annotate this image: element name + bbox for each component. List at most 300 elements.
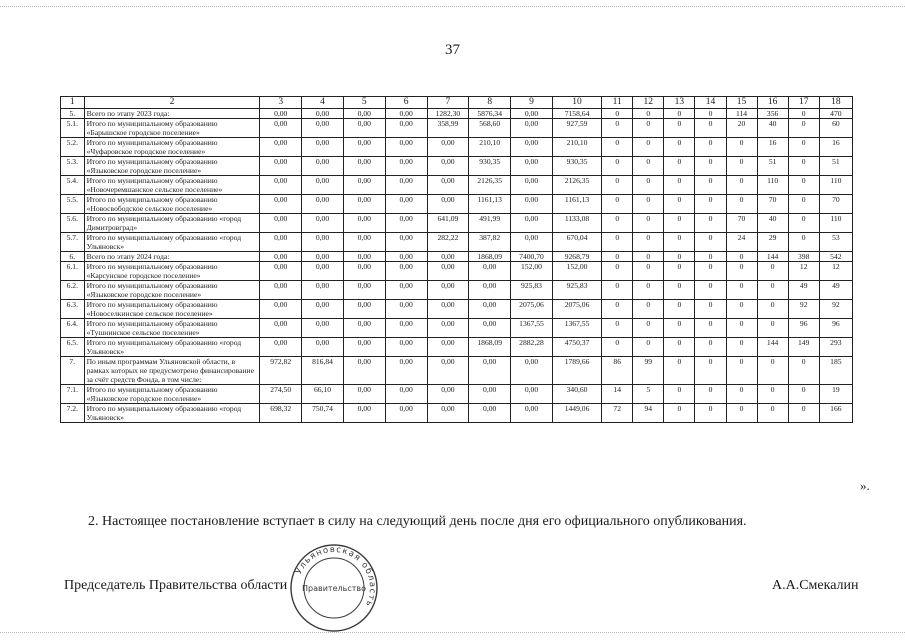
value-cell: 49 [819, 281, 852, 300]
value-cell: 1282,30 [427, 109, 469, 119]
value-cell: 0,00 [343, 157, 385, 176]
row-index-cell: 7.2. [61, 404, 85, 423]
value-cell: 750,74 [302, 404, 344, 423]
row-label-cell: Итого по муниципальному образованию «Языковское городское поселение» [84, 281, 260, 300]
value-cell: 0,00 [385, 157, 427, 176]
row-index-cell: 6.2. [61, 281, 85, 300]
value-cell: 491,99 [469, 214, 511, 233]
value-cell: 0 [788, 233, 819, 252]
value-cell: 0,00 [385, 281, 427, 300]
column-number-cell: 13 [664, 97, 695, 109]
value-cell: 1449,06 [552, 404, 601, 423]
value-cell: 40 [757, 119, 788, 138]
value-cell: 24 [726, 233, 757, 252]
value-cell: 7158,64 [552, 109, 601, 119]
value-cell: 14 [602, 385, 633, 404]
value-cell: 0,00 [511, 109, 553, 119]
page-number: 37 [445, 42, 460, 58]
value-cell: 0 [602, 233, 633, 252]
value-cell: 0,00 [385, 262, 427, 281]
value-cell: 930,35 [552, 157, 601, 176]
value-cell: 0 [633, 281, 664, 300]
paragraph-effective-date: 2. Настоящее постановление вступает в силу на следующий день после дня его официального опубликования. [88, 514, 747, 529]
value-cell: 210,10 [469, 138, 511, 157]
value-cell: 0 [695, 138, 726, 157]
value-cell: 0,00 [511, 119, 553, 138]
value-cell: 1161,13 [469, 195, 511, 214]
value-cell: 0,00 [343, 214, 385, 233]
value-cell: 972,82 [260, 357, 302, 385]
value-cell: 1367,55 [511, 319, 553, 338]
value-cell: 19 [819, 385, 852, 404]
value-cell: 0,00 [343, 109, 385, 119]
value-cell: 0,00 [343, 176, 385, 195]
value-cell: 0,00 [511, 385, 553, 404]
value-cell: 0,00 [385, 233, 427, 252]
value-cell: 16 [819, 138, 852, 157]
row-index-cell: 5.7. [61, 233, 85, 252]
value-cell: 0,00 [302, 262, 344, 281]
value-cell: 0,00 [260, 157, 302, 176]
value-cell: 185 [819, 357, 852, 385]
value-cell: 0 [726, 176, 757, 195]
value-cell: 0 [602, 157, 633, 176]
value-cell: 0 [788, 214, 819, 233]
row-label-cell: Итого по муниципальному образованию «Чуфаровское городское поселение» [84, 138, 260, 157]
value-cell: 0 [633, 157, 664, 176]
row-label-cell: Итого по муниципальному образованию «Барышское городское поселение» [84, 119, 260, 138]
table-row [61, 300, 853, 319]
value-cell: 0,00 [427, 138, 469, 157]
value-cell: 0 [788, 357, 819, 385]
value-cell: 149 [788, 338, 819, 357]
value-cell: 0,00 [385, 338, 427, 357]
value-cell: 70 [757, 195, 788, 214]
top-dotted-line [0, 6, 905, 8]
value-cell: 92 [788, 300, 819, 319]
value-cell: 0,00 [427, 157, 469, 176]
column-number-cell: 15 [726, 97, 757, 109]
value-cell: 152,00 [552, 262, 601, 281]
row-label-cell: Итого по муниципальному образованию «Новосвободское сельское поселение» [84, 195, 260, 214]
row-index-cell: 5.4. [61, 176, 85, 195]
table-row [61, 338, 853, 357]
row-index-cell: 5. [61, 109, 85, 119]
value-cell: 0 [788, 385, 819, 404]
value-cell: 470 [819, 109, 852, 119]
table-row [61, 176, 853, 195]
value-cell: 0,00 [511, 195, 553, 214]
value-cell: 0 [726, 404, 757, 423]
value-cell: 66,10 [302, 385, 344, 404]
value-cell: 0 [633, 262, 664, 281]
value-cell: 0 [664, 404, 695, 423]
row-index-cell: 6.4. [61, 319, 85, 338]
value-cell: 0,00 [260, 319, 302, 338]
value-cell: 0 [633, 138, 664, 157]
column-number-cell: 14 [695, 97, 726, 109]
table-row [61, 357, 853, 385]
value-cell: 0 [695, 319, 726, 338]
row-index-cell: 7.1. [61, 385, 85, 404]
seal-ring-text: Ульяновская область [294, 544, 378, 609]
value-cell: 70 [819, 195, 852, 214]
value-cell: 0,00 [427, 176, 469, 195]
value-cell: 12 [819, 262, 852, 281]
column-number-cell: 1 [61, 97, 85, 109]
value-cell: 0 [664, 233, 695, 252]
value-cell: 0 [726, 281, 757, 300]
table-row [61, 214, 853, 233]
value-cell: 2126,35 [469, 176, 511, 195]
value-cell: 0 [602, 262, 633, 281]
value-cell: 0,00 [427, 262, 469, 281]
value-cell: 0 [602, 138, 633, 157]
value-cell: 0,00 [343, 357, 385, 385]
value-cell: 110 [819, 176, 852, 195]
value-cell: 0,00 [469, 357, 511, 385]
value-cell: 0 [664, 109, 695, 119]
value-cell: 0 [633, 319, 664, 338]
value-cell: 568,60 [469, 119, 511, 138]
table-row [61, 157, 853, 176]
value-cell: 0,00 [260, 195, 302, 214]
value-cell: 0 [726, 357, 757, 385]
value-cell: 0,00 [427, 195, 469, 214]
value-cell: 0 [726, 319, 757, 338]
value-cell: 0,00 [385, 119, 427, 138]
value-cell: 0,00 [469, 300, 511, 319]
value-cell: 144 [757, 338, 788, 357]
value-cell: 210,10 [552, 138, 601, 157]
value-cell: 0 [695, 300, 726, 319]
value-cell: 0 [664, 252, 695, 262]
value-cell: 0,00 [511, 176, 553, 195]
value-cell: 0,00 [385, 109, 427, 119]
row-label-cell: Всего по этапу 2023 года: [84, 109, 260, 119]
row-index-cell: 5.5. [61, 195, 85, 214]
row-label-cell: Итого по муниципальному образованию «город Димитровград» [84, 214, 260, 233]
value-cell: 0 [664, 281, 695, 300]
value-cell: 0 [602, 176, 633, 195]
table-row [61, 262, 853, 281]
value-cell: 0,00 [427, 385, 469, 404]
value-cell: 16 [757, 138, 788, 157]
value-cell: 0,00 [302, 176, 344, 195]
value-cell: 0,00 [260, 262, 302, 281]
row-label-cell: Итого по муниципальному образованию «город Ульяновск» [84, 338, 260, 357]
seal-center-text: Правительство [302, 584, 366, 593]
value-cell: 0 [695, 252, 726, 262]
value-cell: 0 [695, 119, 726, 138]
value-cell: 0,00 [511, 404, 553, 423]
value-cell: 0,00 [302, 157, 344, 176]
value-cell: 0,00 [260, 138, 302, 157]
value-cell: 698,32 [260, 404, 302, 423]
value-cell: 9268,79 [552, 252, 601, 262]
value-cell: 0 [726, 195, 757, 214]
value-cell: 0 [695, 176, 726, 195]
value-cell: 0,00 [302, 300, 344, 319]
value-cell: 0 [602, 319, 633, 338]
value-cell: 0 [788, 119, 819, 138]
value-cell: 0 [788, 157, 819, 176]
value-cell: 7400,70 [511, 252, 553, 262]
value-cell: 293 [819, 338, 852, 357]
value-cell: 0 [633, 214, 664, 233]
value-cell: 0,00 [343, 262, 385, 281]
value-cell: 0 [602, 195, 633, 214]
column-number-cell: 10 [552, 97, 601, 109]
value-cell: 1868,09 [469, 252, 511, 262]
value-cell: 0,00 [343, 233, 385, 252]
value-cell: 282,22 [427, 233, 469, 252]
value-cell: 0 [664, 357, 695, 385]
value-cell: 0,00 [343, 338, 385, 357]
value-cell: 0 [695, 357, 726, 385]
value-cell: 0,00 [385, 195, 427, 214]
value-cell: 0 [695, 214, 726, 233]
value-cell: 0,00 [511, 157, 553, 176]
value-cell: 0 [633, 119, 664, 138]
column-number-cell: 11 [602, 97, 633, 109]
value-cell: 0 [695, 338, 726, 357]
value-cell: 925,83 [552, 281, 601, 300]
value-cell: 0,00 [260, 300, 302, 319]
value-cell: 0 [726, 252, 757, 262]
value-cell: 0,00 [511, 138, 553, 157]
value-cell: 0,00 [260, 252, 302, 262]
value-cell: 110 [819, 214, 852, 233]
value-cell: 0 [633, 338, 664, 357]
value-cell: 0 [664, 385, 695, 404]
signature-name: А.А.Смекалин [772, 578, 859, 593]
value-cell: 20 [726, 119, 757, 138]
value-cell: 0 [633, 300, 664, 319]
value-cell: 0,00 [511, 214, 553, 233]
value-cell: 0,00 [427, 281, 469, 300]
value-cell: 4750,37 [552, 338, 601, 357]
value-cell: 2075,06 [552, 300, 601, 319]
value-cell: 0,00 [385, 176, 427, 195]
value-cell: 0,00 [302, 138, 344, 157]
value-cell: 0,00 [302, 119, 344, 138]
value-cell: 0,00 [302, 233, 344, 252]
value-cell: 2126,35 [552, 176, 601, 195]
value-cell: 51 [819, 157, 852, 176]
value-cell: 0,00 [427, 338, 469, 357]
value-cell: 0,00 [385, 300, 427, 319]
row-label-cell: Итого по муниципальному образованию «Новочеремшанское сельское поселение» [84, 176, 260, 195]
column-number-cell: 18 [819, 97, 852, 109]
value-cell: 0 [602, 214, 633, 233]
value-cell: 0 [757, 385, 788, 404]
value-cell: 0,00 [511, 357, 553, 385]
value-cell: 0 [726, 385, 757, 404]
value-cell: 0 [664, 138, 695, 157]
value-cell: 0 [664, 319, 695, 338]
value-cell: 0 [602, 119, 633, 138]
value-cell: 0,00 [302, 109, 344, 119]
column-number-cell: 16 [757, 97, 788, 109]
row-label-cell: Итого по муниципальному образованию «город Ульяновск» [84, 233, 260, 252]
column-number-cell: 7 [427, 97, 469, 109]
table-row [61, 404, 853, 423]
value-cell: 0 [602, 300, 633, 319]
value-cell: 0 [757, 319, 788, 338]
row-index-cell: 5.6. [61, 214, 85, 233]
value-cell: 0,00 [469, 281, 511, 300]
value-cell: 398 [788, 252, 819, 262]
value-cell: 0 [695, 262, 726, 281]
value-cell: 927,59 [552, 119, 601, 138]
value-cell: 0,00 [469, 385, 511, 404]
value-cell: 0,00 [302, 281, 344, 300]
value-cell: 110 [757, 176, 788, 195]
column-number-cell: 2 [84, 97, 260, 109]
value-cell: 0 [633, 233, 664, 252]
value-cell: 0 [664, 262, 695, 281]
row-label-cell: По иным программам Ульяновской области, в рамках которых не предусмотрено финансирование за счёт средств Фонда, в том числе: [84, 357, 260, 385]
value-cell: 274,50 [260, 385, 302, 404]
data-table [60, 96, 853, 423]
value-cell: 0 [664, 195, 695, 214]
value-cell: 0,00 [260, 281, 302, 300]
value-cell: 96 [788, 319, 819, 338]
value-cell: 72 [602, 404, 633, 423]
value-cell: 96 [819, 319, 852, 338]
value-cell: 0 [695, 385, 726, 404]
value-cell: 40 [757, 214, 788, 233]
value-cell: 0 [664, 119, 695, 138]
value-cell: 1133,08 [552, 214, 601, 233]
value-cell: 49 [788, 281, 819, 300]
row-label-cell: Итого по муниципальному образованию «город Ульяновск» [84, 404, 260, 423]
value-cell: 0,00 [469, 319, 511, 338]
value-cell: 0,00 [260, 109, 302, 119]
value-cell: 930,35 [469, 157, 511, 176]
table-row [61, 119, 853, 138]
row-index-cell: 5.1. [61, 119, 85, 138]
value-cell: 1868,09 [469, 338, 511, 357]
value-cell: 0,00 [469, 262, 511, 281]
table-header-row [61, 97, 853, 109]
value-cell: 1161,13 [552, 195, 601, 214]
value-cell: 0,00 [343, 300, 385, 319]
value-cell: 0 [788, 138, 819, 157]
row-label-cell: Итого по муниципальному образованию «Языковское городское поселение» [84, 385, 260, 404]
value-cell: 0,00 [511, 233, 553, 252]
column-number-cell: 8 [469, 97, 511, 109]
value-cell: 0,00 [427, 319, 469, 338]
value-cell: 0,00 [302, 252, 344, 262]
column-number-cell: 6 [385, 97, 427, 109]
value-cell: 0 [664, 214, 695, 233]
value-cell: 0 [757, 281, 788, 300]
value-cell: 0,00 [385, 357, 427, 385]
value-cell: 86 [602, 357, 633, 385]
value-cell: 0 [726, 138, 757, 157]
value-cell: 2882,28 [511, 338, 553, 357]
value-cell: 0 [633, 109, 664, 119]
value-cell: 60 [819, 119, 852, 138]
value-cell: 0 [664, 157, 695, 176]
value-cell: 0 [757, 300, 788, 319]
value-cell: 0,00 [260, 176, 302, 195]
table-row [61, 252, 853, 262]
value-cell: 358,99 [427, 119, 469, 138]
value-cell: 0 [788, 176, 819, 195]
value-cell: 0 [757, 357, 788, 385]
value-cell: 0 [664, 300, 695, 319]
value-cell: 670,04 [552, 233, 601, 252]
value-cell: 0,00 [385, 404, 427, 423]
value-cell: 70 [726, 214, 757, 233]
value-cell: 0 [633, 195, 664, 214]
value-cell: 0,00 [427, 404, 469, 423]
value-cell: 0,00 [343, 404, 385, 423]
value-cell: 0 [633, 176, 664, 195]
value-cell: 0 [695, 404, 726, 423]
value-cell: 0 [788, 404, 819, 423]
column-number-cell: 12 [633, 97, 664, 109]
value-cell: 0 [664, 338, 695, 357]
signature-title: Председатель Правительства области [64, 578, 288, 593]
value-cell: 0,00 [427, 357, 469, 385]
value-cell: 0,00 [385, 319, 427, 338]
value-cell: 1367,55 [552, 319, 601, 338]
value-cell: 0,00 [385, 385, 427, 404]
value-cell: 0 [664, 176, 695, 195]
value-cell: 0 [695, 109, 726, 119]
value-cell: 94 [633, 404, 664, 423]
row-index-cell: 6. [61, 252, 85, 262]
value-cell: 0 [726, 262, 757, 281]
value-cell: 0 [633, 252, 664, 262]
value-cell: 0 [602, 109, 633, 119]
value-cell: 114 [726, 109, 757, 119]
value-cell: 0 [695, 195, 726, 214]
table-container [60, 96, 853, 423]
value-cell: 816,84 [302, 357, 344, 385]
value-cell: 1789,66 [552, 357, 601, 385]
value-cell: 387,82 [469, 233, 511, 252]
value-cell: 0,00 [260, 214, 302, 233]
value-cell: 0 [788, 195, 819, 214]
column-number-cell: 17 [788, 97, 819, 109]
official-seal-icon [284, 542, 384, 634]
value-cell: 0,00 [385, 138, 427, 157]
row-index-cell: 6.3. [61, 300, 85, 319]
row-index-cell: 6.1. [61, 262, 85, 281]
value-cell: 0 [726, 338, 757, 357]
value-cell: 0,00 [343, 119, 385, 138]
value-cell: 0 [726, 157, 757, 176]
row-label-cell: Итого по муниципальному образованию «Языковское городское поселение» [84, 157, 260, 176]
value-cell: 641,09 [427, 214, 469, 233]
value-cell: 0 [695, 233, 726, 252]
row-label-cell: Всего по этапу 2024 года: [84, 252, 260, 262]
value-cell: 0,00 [260, 338, 302, 357]
value-cell: 0,00 [343, 385, 385, 404]
value-cell: 5 [633, 385, 664, 404]
value-cell: 0,00 [343, 195, 385, 214]
value-cell: 53 [819, 233, 852, 252]
value-cell: 356 [757, 109, 788, 119]
row-index-cell: 5.3. [61, 157, 85, 176]
value-cell: 0,00 [302, 195, 344, 214]
table-row [61, 195, 853, 214]
